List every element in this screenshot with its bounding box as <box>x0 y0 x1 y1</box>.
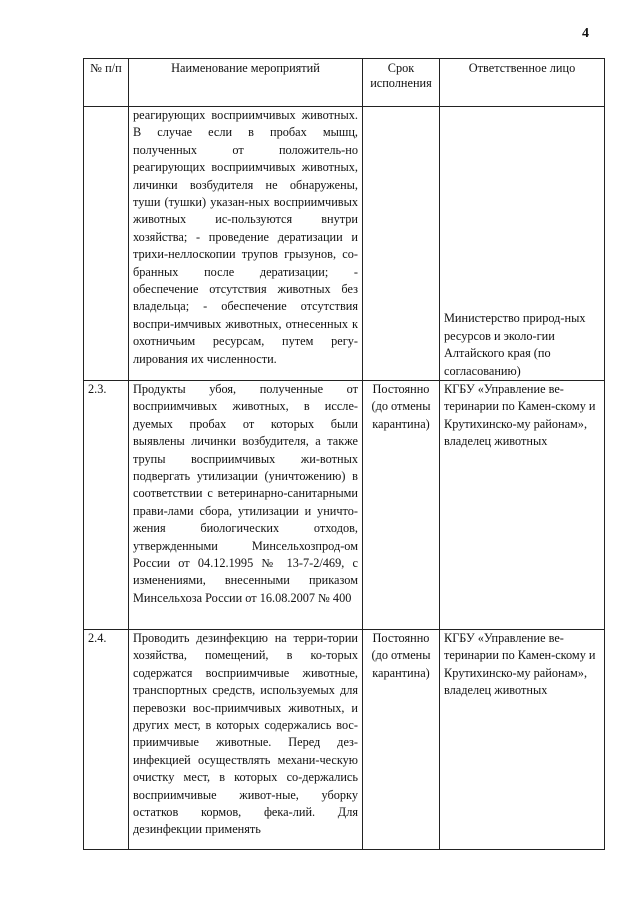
row-responsible: КГБУ «Управление ве-теринарии по Камен-скому и Крутихинско-му районам», владелец животных <box>440 630 605 850</box>
table-header-row <box>84 59 605 107</box>
table-row <box>84 107 605 381</box>
column-header-number: № п/п <box>84 59 129 107</box>
row-term <box>363 107 440 381</box>
row-term: Постоянно (до отмены карантина) <box>363 381 440 630</box>
row-number <box>84 107 129 381</box>
column-header-responsible: Ответственное лицо <box>440 59 605 107</box>
row-responsible: КГБУ «Управление ве-теринарии по Камен-скому и Крутихинско-му районам», владелец животных <box>440 381 605 630</box>
row-responsible-cell <box>440 107 605 381</box>
column-header-term: Срок исполнения <box>363 59 440 107</box>
row-measure: реагирующих восприимчивых животных. В случае если в пробах мышц, полученных от положитель-но реагирующих восприимчивых животных, личинки возбудителя не обнаружены, туши (тушки) указан-ных восприимчивых животных ис-пользуются внутри хозяйства; - проведение дератизации и трихи-неллоскопии трупов грызунов, со-бранных после дератизации; - обеспечение отсутствия животных без владельца; - обеспечение отсутствия воспри-имчивых животных, отнесенных к охотничьим ресурсам, путем регу-лирования их численности. <box>129 107 363 381</box>
table-row <box>84 630 605 850</box>
row-measure: Продукты убоя, полученные от восприимчивых животных, в иссле-дуемых пробах от которых были выявлены личинки возбудителя, а также трупы восприимчивых жи-вотных подвергать утилизации (уничтожению) в соответствии с ветеринарно-санитарными прави-лами сбора, утилизации и уничто-жения биологических отходов, утвержденными Минсельхозпрод-ом России от 04.12.1995 № 13-7-2/469, с изменениями, внесенными приказом Минсельхоза России от 16.08.2007 № 400 <box>129 381 363 630</box>
row-number: 2.3. <box>84 381 129 630</box>
row-term: Постоянно (до отмены карантина) <box>363 630 440 850</box>
table-row <box>84 381 605 630</box>
page-number: 4 <box>582 26 589 41</box>
measures-table <box>83 58 605 850</box>
row-number: 2.4. <box>84 630 129 850</box>
row-responsible: Министерство природ-ных ресурсов и эколо-гии Алтайского края (по согласованию) <box>444 311 586 378</box>
column-header-measure: Наименование мероприятий <box>129 59 363 107</box>
row-measure: Проводить дезинфекцию на терри-тории хозяйства, помещений, в ко-торых содержатся восприимчивые животные, транспортных средств, используемых для перевозки вос-приимчивых животных, и других мест, в которых содержались вос-приимчивые животные. Перед дез-инфекцией осуществлять механи-ческую очистку мест, в которых со-держались восприимчивые живот-ные, уборку остатков кормов, фека-лий. Для дезинфекции применять <box>129 630 363 850</box>
